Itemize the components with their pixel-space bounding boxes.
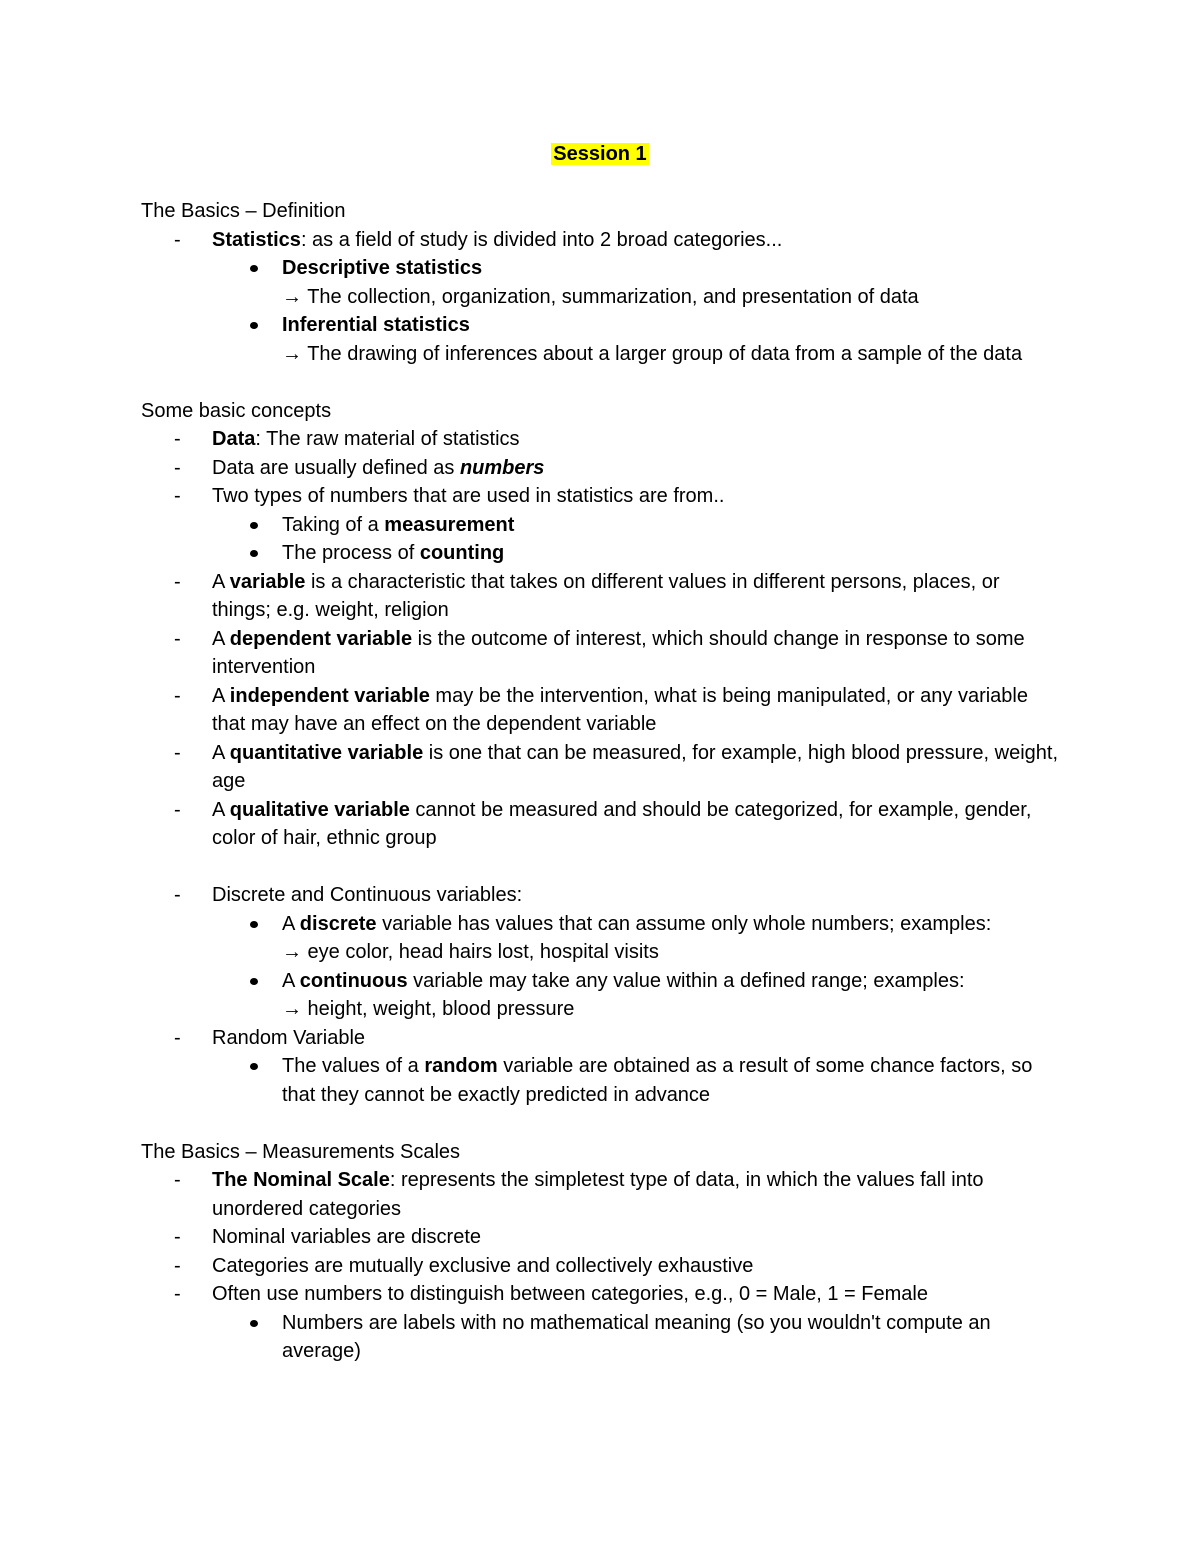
list-item-text: : as a field of study is divided into 2 broad categories... [300, 228, 783, 251]
term-measurement: measurement [384, 513, 515, 536]
term-nominal-scale: The Nominal Scale [212, 1169, 390, 1191]
spacer [141, 1109, 1061, 1138]
list-item-text: is one that can be measured, for example, high blood pressure, weight, age [212, 741, 1059, 792]
list-item-text: : The raw material of statistics [255, 428, 520, 450]
list-item-quantitative-variable [141, 739, 1061, 796]
list-item-nominal-discrete: - Nominal variables are discrete [141, 1223, 1061, 1252]
list-item-data [141, 425, 1061, 454]
title-row [0, 139, 1200, 169]
term-random: random [424, 1055, 498, 1077]
list-item-statistics [141, 226, 1061, 255]
list-item-text: A [282, 969, 300, 992]
list-item-text: A [212, 798, 230, 821]
inferential-detail: → The drawing of inferences about a larger group of data from a sample of the data [282, 342, 1023, 365]
descriptive-detail: → The collection, organization, summarization, and presentation of data [282, 285, 919, 308]
section-heading-measurement-scales: The Basics – Measurements Scales [141, 1140, 461, 1163]
bullet-descriptive-statistics [141, 254, 1061, 283]
term-counting: counting [419, 542, 505, 564]
section-heading-basic-concepts: Some basic concepts [141, 399, 332, 422]
session-title: Session 1 [553, 143, 647, 165]
list-item-text: The process of [282, 542, 420, 564]
list-item-text: cannot be measured and should be categorized, for example, gender, color of hair, ethnic group [212, 798, 1032, 849]
list-item-independent-variable [141, 682, 1061, 739]
term-continuous: continuous [299, 969, 408, 992]
list-item-text: is a characteristic that takes on different values in different persons, places, or things; e.g. weight, religion [212, 570, 1000, 621]
term-discrete: discrete [299, 912, 377, 935]
list-item-numbers [141, 454, 1061, 483]
list-item-nominal-scale [141, 1166, 1061, 1223]
list-item-dependent-variable [141, 625, 1061, 682]
term-variable: variable [229, 570, 306, 593]
term-dependent-variable: dependent variable [229, 627, 413, 650]
list-item-text: is the outcome of interest, which should change in response to some intervention [212, 627, 1025, 678]
list-item-text: A [212, 684, 230, 707]
list-item-qualitative-variable [141, 796, 1061, 853]
list-item-text: Data are usually defined as [212, 456, 460, 479]
term-data: Data [212, 428, 256, 450]
term-quantitative-variable: quantitative variable [229, 741, 424, 764]
section-heading-basics-definition: The Basics – Definition [141, 200, 346, 222]
term-inferential-statistics: Inferential statistics [282, 314, 470, 336]
continuous-examples: → height, weight, blood pressure [282, 998, 575, 1020]
term-statistics: Statistics [212, 228, 301, 251]
bullet-discrete [141, 910, 1061, 939]
bullet-counting [141, 539, 1061, 568]
term-independent-variable: independent variable [229, 684, 430, 707]
list-item-text: Taking of a [282, 513, 385, 536]
term-numbers: numbers [459, 456, 545, 479]
list-item-text: A [212, 570, 230, 593]
list-item-text: A [212, 741, 230, 764]
discrete-examples: → eye color, head hairs lost, hospital visits [282, 941, 659, 963]
bullet-inferential-statistics [141, 311, 1061, 340]
list-item-text: The values of a [282, 1055, 425, 1077]
bullet-measurement [141, 511, 1061, 540]
list-item-discrete-continuous: - Discrete and Continuous variables: [141, 881, 1061, 910]
bullet-numbers-labels: Numbers are labels with no mathematical meaning (so you wouldn't compute an average) [141, 1309, 1061, 1366]
list-item-text: variable has values that can assume only whole numbers; examples: [376, 912, 992, 935]
list-item-text: variable may take any value within a defined range; examples: [407, 969, 965, 992]
list-item-text: A [212, 627, 230, 650]
list-item-mutually-exclusive: - Categories are mutually exclusive and collectively exhaustive [141, 1252, 1061, 1281]
list-item-random-variable: - Random Variable [141, 1024, 1061, 1053]
list-item-text: may be the intervention, what is being manipulated, or any variable that may have an effect on the dependent variable [212, 684, 1028, 735]
term-descriptive-statistics: Descriptive statistics [282, 257, 483, 279]
document-content [141, 197, 1061, 1366]
bullet-continuous [141, 967, 1061, 996]
list-item-text: : represents the simpletest type of data, in which the values fall into unordered categories [212, 1169, 984, 1220]
bullet-random [141, 1052, 1061, 1109]
spacer [141, 853, 1061, 882]
list-item-text: variable are obtained as a result of some chance factors, so that they cannot be exactly predicted in advance [282, 1055, 1033, 1106]
list-item-types-of-numbers: - Two types of numbers that are used in statistics are from.. [141, 482, 1061, 511]
term-qualitative-variable: qualitative variable [229, 798, 410, 821]
list-item-numbers-categories: - Often use numbers to distinguish between categories, e.g., 0 = Male, 1 = Female [141, 1280, 1061, 1309]
list-item-variable [141, 568, 1061, 625]
spacer [141, 368, 1061, 397]
list-item-text: A [282, 912, 300, 935]
